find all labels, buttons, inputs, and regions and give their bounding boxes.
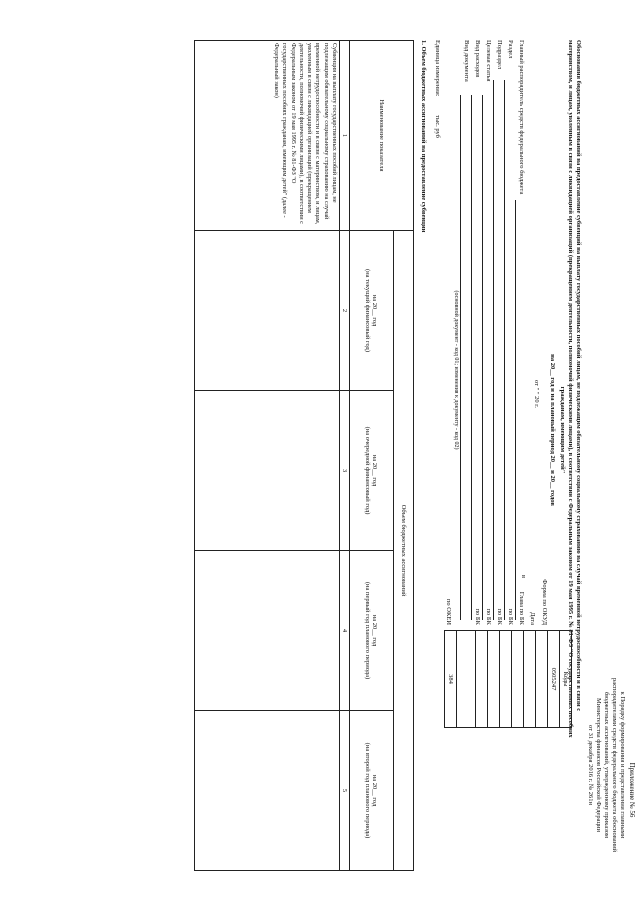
row1-col4[interactable] [195,551,340,711]
col-number-2: 2 [340,231,350,391]
okei-label: по ОКЕИ [445,598,452,625]
codes-table [444,630,572,728]
unit-label: Единица измерения: [434,40,441,97]
row1-col2[interactable] [195,231,340,391]
appendix-line-2: к Порядку формирования и представления главными [619,691,626,839]
col4-year: на 20__ год [371,614,379,647]
appendix-line-6: от 31 декабря 2016 г. № 261н [587,725,594,805]
col4-note: (на первый год планового периода) [364,581,372,680]
col-name-header: Наименование показателя [350,41,414,231]
row1-col5[interactable] [195,711,340,871]
date-label: Дата [529,612,536,625]
bk3-label: по БК [485,608,492,625]
podrazdel-underline [493,80,494,620]
doctype-underline [460,95,461,620]
title-period: на 20__ год и на плановый период 20__ и 20__ годов [549,354,556,506]
col4-header [350,551,394,711]
glava-label: Глава по БК [518,591,525,625]
bk4-code-cell [476,631,488,728]
appendix-line-5: Министерства финансов Российской Федерации [595,697,602,832]
col3-year: на 20__ год [371,454,379,487]
title-line-1: Обоснования бюджетных ассигнований на предоставление субвенций на выплату государственных пособий лицам, не подлежащим обязательному социальному страхованию на случай временной нетрудоспособности и в связи с [575,40,582,712]
doctype-hint: (основной документ - код 01; изменения к документу - код 02) [453,290,459,450]
bk3-code-cell [488,631,500,728]
col-number-4: 4 [340,551,350,711]
col2-header [350,231,394,391]
col5-header [350,711,394,871]
section-title: 1. Объем бюджетных ассигнований на предоставление субвенции [420,40,427,233]
col2-year: на 20__ год [371,294,379,327]
col3-note: (на очередной финансовый год) [364,426,372,515]
bk1-code-cell [512,631,524,728]
rashod-underline [471,95,472,620]
col5-note: (на второй год планового периода) [364,742,372,839]
target-underline [482,95,483,620]
row1-description: Субвенция на выплату государственных пособий лицам, не подлежащим обязательному социальному страхованию на случай временной нетрудоспособности и в связи с материнством, и лицам, уволенным в связи с ликвидацией организаций (прекращением деятельности, полномочий физическими лицами), в соответствии с Федеральным законом от 19 мая 1995 г. № 81-ФЗ "О государственных пособиях гражданам, имеющим детей" (далее - Федеральный закон) [195,41,340,231]
bk2-code-cell [500,631,512,728]
bk1-label: по БК [507,608,514,625]
date-code-cell [536,631,548,728]
gr-label: Главный распорядитель средств федерального бюджета [518,40,525,195]
codes-header: Коды [560,631,572,728]
razdel-underline [504,80,505,620]
col3-header [350,391,394,551]
title-line-3: гражданам, имеющим детей" [559,386,566,474]
razdel-label: Раздел [507,40,514,59]
podrazdel-label: Подраздел [496,40,503,70]
col-number-5: 5 [340,711,350,871]
doctype-label: Вид документа [463,40,470,82]
blank-code-cell [457,631,476,728]
budget-table [194,40,414,871]
row1-col3[interactable] [195,391,340,551]
appendix-line-1: Приложение № 56 [628,762,636,818]
rashod-label: Вид расходов [474,40,481,78]
gr-underline [515,200,516,620]
col-number-1: 1 [340,41,350,231]
target-label: Целевая статья [485,40,492,82]
glava-code-cell [524,631,536,728]
date-line: от " " 20 г. [533,380,540,408]
glava-mark: в [520,575,527,579]
bk2-label: по БК [496,608,503,625]
okei-code: 384 [445,631,457,728]
col2-note: (на текущий финансовый год) [364,268,372,353]
col5-year: на 20__ год [371,774,379,807]
appendix-line-4: бюджетных ассигнований, утвержденному приказом [603,691,610,838]
col-number-3: 3 [340,391,350,551]
title-line-2: материнством, и лицам, уволенным в связи с ликвидацией организаций (прекращением деятельности, полномочий физическими лицами), в соответствии с Федеральным законом от 19 мая 1995 г. № 81-ФЗ "О государственных пособиях [567,40,574,738]
okud-label: Форма по ОКУД [541,579,548,625]
okud-code: 0505247 [548,631,560,728]
unit-value: тыс. руб [434,115,441,138]
bk4-label: по БК [474,608,481,625]
group-header: Объем бюджетных ассигнований [394,231,414,871]
appendix-line-3: распорядителями средств федерального бюджета обоснований [611,677,618,853]
